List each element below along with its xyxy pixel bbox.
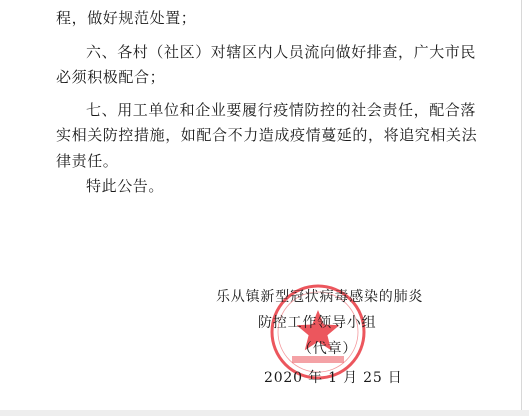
paragraph-line: 程，做好规范处置； (56, 9, 197, 27)
page-bottom-edge (0, 410, 529, 416)
paragraph-line: 特此公告。 (86, 177, 165, 195)
paragraph-line: 律责任。 (56, 152, 119, 170)
issuing-organization-line-2: 防控工作领导小组 (258, 315, 377, 331)
paragraph-line: 实相关防控措施，如配合不力造成疫情蔓延的，将追究相关法 (56, 126, 478, 144)
paragraph-line: 七、用工单位和企业要履行疫情防控的社会责任，配合落 (86, 101, 477, 119)
issuing-organization-line-1: 乐从镇新型冠状病毒感染的肺炎 (216, 289, 424, 305)
page-right-edge (521, 0, 522, 416)
issue-date: 2020 年 1 月 25 日 (264, 370, 403, 386)
seal-note: （代章） (298, 341, 358, 357)
paragraph-line: 六、各村（社区）对辖区内人员流向做好排查，广大市民 (86, 43, 477, 61)
paragraph-line: 必须积极配合； (56, 68, 166, 86)
